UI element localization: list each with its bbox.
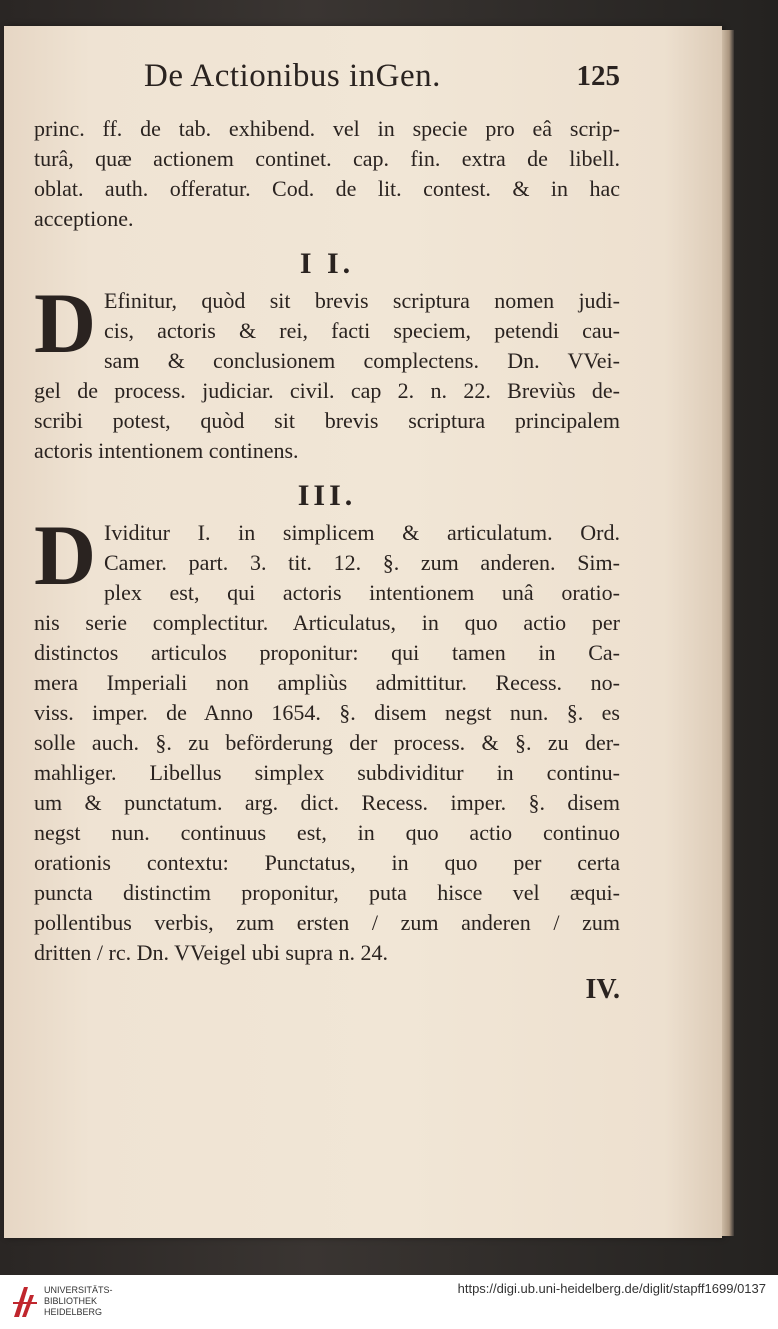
text-line: turâ, quæ actionem continet. cap. fin. extra de libell. <box>34 146 620 171</box>
text-line: mera Imperiali non ampliùs admittitur. Recess. no- <box>34 670 620 695</box>
text-line: princ. ff. de tab. exhibend. vel in specie pro eâ scrip- <box>34 116 620 141</box>
text-line: distinctos articulos proponitur: qui tamen in Ca- <box>34 640 620 665</box>
text-line: gel de process. judiciar. civil. cap 2. n. 22. Breviùs de- <box>34 378 620 403</box>
text-line: Camer. part. 3. tit. 12. §. zum anderen. Sim- <box>104 550 620 575</box>
text-line: viss. imper. de Anno 1654. §. disem negst nun. §. es <box>34 700 620 725</box>
text-line: cis, actoris & rei, facti speciem, petendi cau- <box>104 318 620 343</box>
running-head <box>34 58 620 102</box>
text-line: actoris intentionem continens. <box>34 438 299 463</box>
intro-paragraph <box>34 114 620 234</box>
section-number: I I. <box>299 247 355 280</box>
catchword: IV. <box>585 974 620 1005</box>
library-name: UNIVERSITÄTS- BIBLIOTHEK HEIDELBERG <box>44 1285 113 1317</box>
text-line: solle auch. §. zu beförderung der process. & §. zu der- <box>34 730 620 755</box>
text-line: mahliger. Libellus simplex subdividitur in continu- <box>34 760 620 785</box>
text-line: pollentibus verbis, zum ersten / zum anderen / zum <box>34 910 620 935</box>
drop-cap: D <box>34 507 97 603</box>
text-line: dritten / rc. Dn. VVeigel ubi supra n. 24. <box>34 940 388 965</box>
page-edge <box>722 30 734 1236</box>
permalink-url[interactable]: https://digi.ub.uni-heidelberg.de/diglit/stapff1699/0137 <box>457 1281 766 1296</box>
text-line: um & punctatum. arg. dict. Recess. imper. §. disem <box>34 790 620 815</box>
library-logo-icon <box>10 1283 40 1321</box>
text-line: scribi potest, quòd sit brevis scriptura principalem <box>34 408 620 433</box>
section-paragraph <box>34 275 620 466</box>
text-line: Efinitur, quòd sit brevis scriptura nomen judi- <box>104 288 620 313</box>
text-line: plex est, qui actoris intentionem unâ oratio- <box>104 580 620 605</box>
text-line: sam & conclusionem complectens. Dn. VVei- <box>104 348 620 373</box>
text-line: acceptione. <box>34 206 134 231</box>
text-line: nis serie complectitur. Articulatus, in quo actio per <box>34 610 620 635</box>
text-line: oblat. auth. offeratur. Cod. de lit. contest. & in hac <box>34 176 620 201</box>
viewer-footer <box>0 1275 778 1329</box>
text-line: puncta distinctim proponitur, puta hisce vel æqui- <box>34 880 620 905</box>
text-line: negst nun. continuus est, in quo actio continuo <box>34 820 620 845</box>
text-line: orationis contextu: Punctatus, in quo per certa <box>34 850 620 875</box>
drop-cap: D <box>34 275 97 371</box>
section-paragraph <box>34 507 620 968</box>
running-head-title: De Actionibus inGen. <box>144 58 441 94</box>
page-content <box>34 58 620 1006</box>
section-number: III. <box>297 479 357 512</box>
page-number: 125 <box>576 60 620 92</box>
text-line: Ividitur I. in simplicem & articulatum. Ord. <box>104 520 620 545</box>
